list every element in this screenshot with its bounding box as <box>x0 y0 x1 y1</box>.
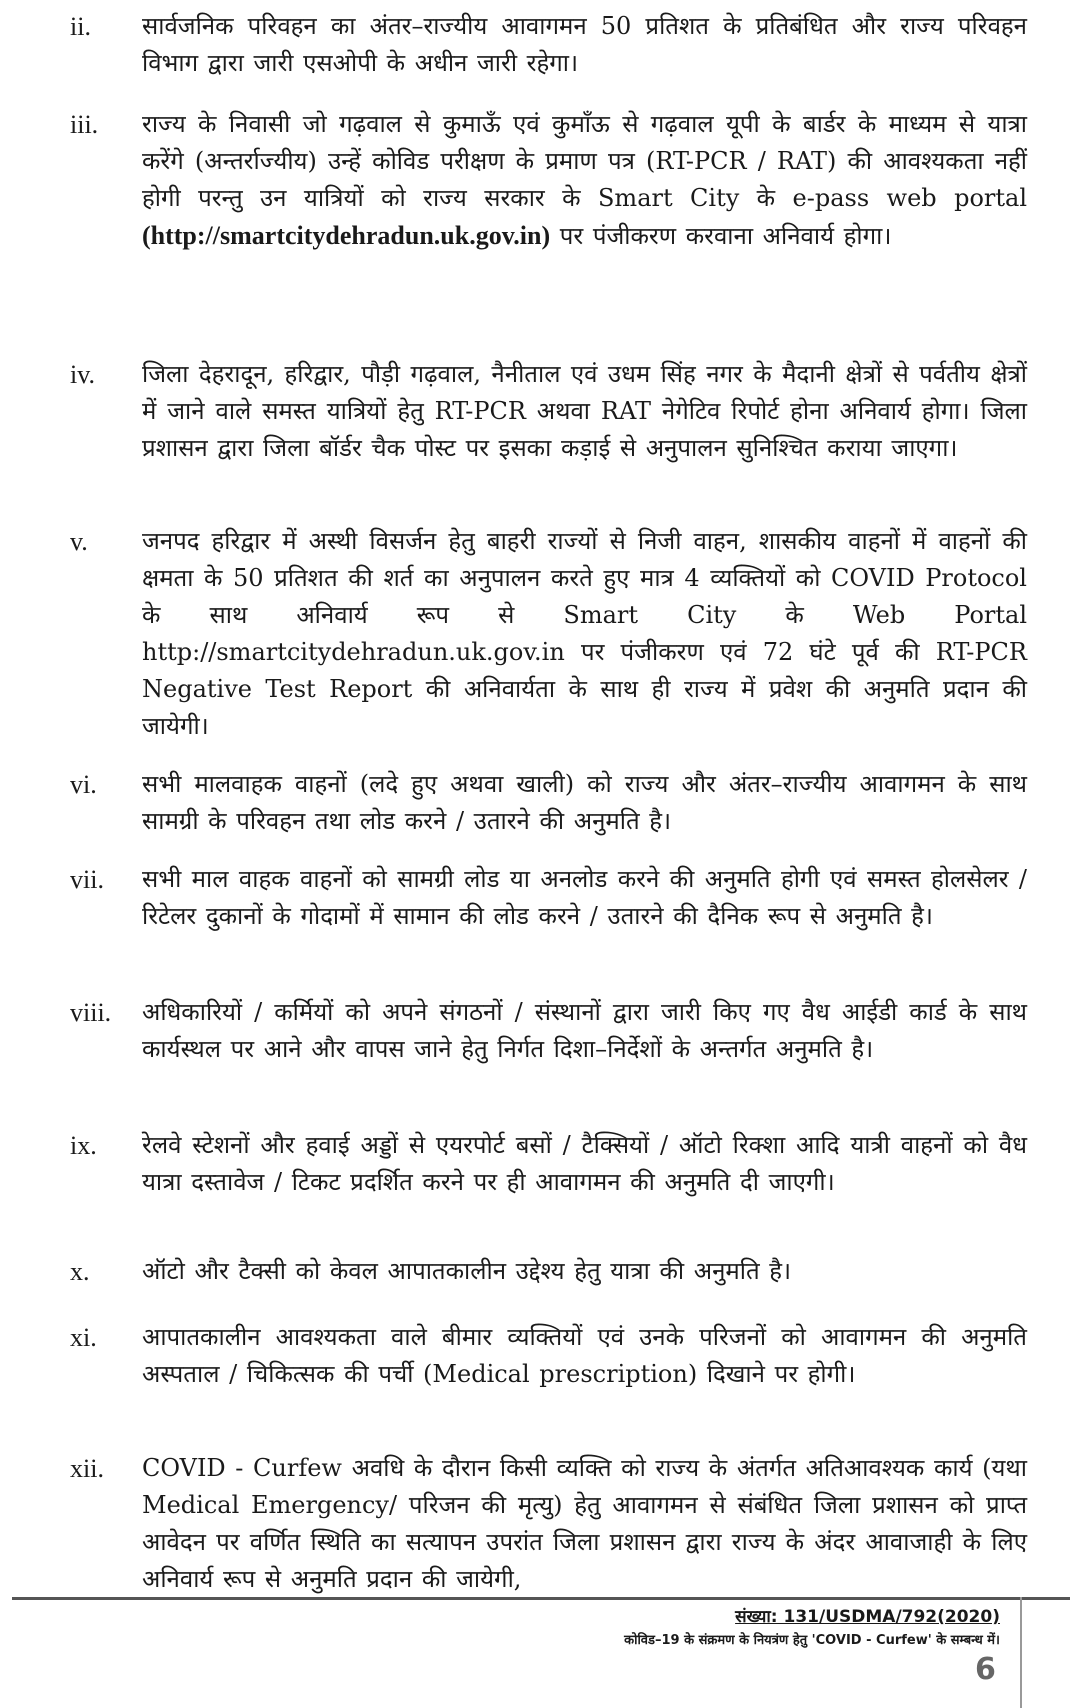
item-number: iii. <box>70 110 99 139</box>
footer-side-divider <box>1020 1597 1022 1708</box>
page-number: 6 <box>975 1652 996 1687</box>
item-text: राज्य के निवासी जो गढ़वाल से कुमाऊँ एवं कुमाँऊ से गढ़वाल यूपी के बार्डर के माध्यम से यात्रा करेंगे (अन्तर्राज्यीय) उन्हें कोविड परीक्षण के प्रमाण पत्र (RT-PCR / RAT) की आवश्यकता नहीं होगी परन्तु उन यात्रियों को राज्य सरकार के Smart City के e-pass web portal (http://smartcitydehradun.uk.gov.in) पर पंजीकरण करवाना अनिवार्य होगा। <box>142 110 1027 250</box>
item-text: जनपद हरिद्वार में अस्थी विसर्जन हेतु बाहरी राज्यों से निजी वाहन, शासकीय वाहनों में वाहनों की क्षमता के 50 प्रतिशत की शर्त का अनुपालन करते हुए मात्र 4 व्यक्तियों को COVID Protocol के साथ अनिवार्य रूप से Smart City के Web Portal http://smartcitydehradun.uk.gov.in पर पंजीकरण एवं 72 घंटे पूर्व की RT-PCR Negative Test Report की अनिवार्यता के साथ ही राज्य में प्रवेश की अनुमति प्रदान की जायेगी। <box>142 527 1027 740</box>
footer-divider <box>12 1597 1070 1600</box>
item-text: आपातकालीन आवश्यकता वाले बीमार व्यक्तियों एवं उनके परिजनों को आवागमन की अनुमति अस्पताल / चिकित्सक की पर्ची (Medical prescription) दिखाने पर होगी। <box>142 1323 1027 1388</box>
item-number: v. <box>70 527 88 556</box>
item-number: iv. <box>70 360 96 389</box>
item-text: सभी माल वाहक वाहनों को सामग्री लोड या अनलोड करने की अनुमति होगी एवं समस्त होलसेलर / रिटेलर दुकानों के गोदामों में सामान की लोड करने / उतारने की दैनिक रूप से अनुमति है। <box>142 865 1027 930</box>
item-number: xii. <box>70 1454 104 1483</box>
item-number: ii. <box>70 12 91 41</box>
portal-url: (http://smartcitydehradun.uk.gov.in) <box>142 221 551 250</box>
item-text: अधिकारियों / कर्मियों को अपने संगठनों / संस्थानों द्वारा जारी किए गए वैध आईडी कार्ड के साथ कार्यस्थल पर आने और वापस जाने हेतु निर्गत दिशा–निर्देशों के अन्तर्गत अनुमति है। <box>142 998 1027 1063</box>
item-text: ऑटो और टैक्सी को केवल आपातकालीन उद्देश्य हेतु यात्रा की अनुमति है। <box>142 1257 792 1285</box>
item-text: COVID - Curfew अवधि के दौरान किसी व्यक्ति को राज्य के अंतर्गत अतिआवश्यक कार्य (यथा Medical Emergency/ परिजन की मृत्यु) हेतु आवागमन से संबंधित जिला प्रशासन को प्राप्त आवेदन पर वर्णित स्थिति का सत्यापन उपरांत जिला प्रशासन द्वारा राज्य के अंदर आवाजाही के लिए अनिवार्य रूप से अनुमति प्रदान की जायेगी, <box>142 1454 1027 1593</box>
item-number: vi. <box>70 770 97 799</box>
reference-number: संख्या: 131/USDMA/792(2020) <box>735 1607 1000 1627</box>
item-number: viii. <box>70 998 112 1027</box>
item-number: ix. <box>70 1131 97 1160</box>
item-text: सभी मालवाहक वाहनों (लदे हुए अथवा खाली) को राज्य और अंतर–राज्यीय आवागमन के साथ सामग्री के परिवहन तथा लोड करने / उतारने की अनुमति है। <box>142 770 1027 835</box>
item-number: xi. <box>70 1323 97 1352</box>
item-number: vii. <box>70 865 104 894</box>
item-number: x. <box>70 1257 90 1286</box>
item-text: रेलवे स्टेशनों और हवाई अड्डों से एयरपोर्ट बसों / टैक्सियों / ऑटो रिक्शा आदि यात्री वाहनों को वैध यात्रा दस्तावेज / टिकट प्रदर्शित करने पर ही आवागमन की अनुमति दी जाएगी। <box>142 1131 1027 1196</box>
footer-subject: कोविड–19 के संक्रमण के नियत्रंण हेतु 'COVID - Curfew' के सम्बन्ध में। <box>624 1633 1000 1648</box>
item-text: सार्वजनिक परिवहन का अंतर–राज्यीय आवागमन 50 प्रतिशत के प्रतिबंधित और राज्य परिवहन विभाग द्वारा जारी एसओपी के अधीन जारी रहेगा। <box>142 12 1027 77</box>
item-text: जिला देहरादून, हरिद्वार, पौड़ी गढ़वाल, नैनीताल एवं उधम सिंह नगर के मैदानी क्षेत्रों से पर्वतीय क्षेत्रों में जाने वाले समस्त यात्रियों हेतु RT-PCR अथवा RAT नेगेटिव रिपोर्ट होना अनिवार्य होगा। जिला प्रशासन द्वारा जिला बॉर्डर चैक पोस्ट पर इसका कड़ाई से अनुपालन सुनिश्चित कराया जाएगा। <box>142 360 1027 462</box>
